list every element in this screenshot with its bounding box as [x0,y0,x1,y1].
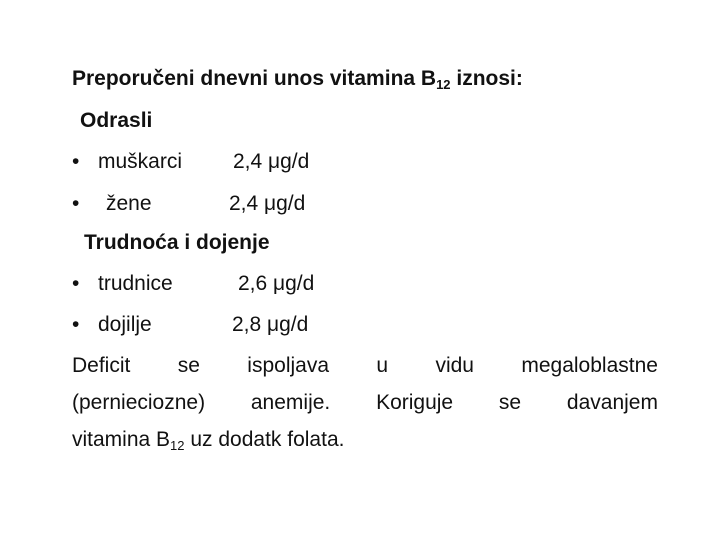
list-item [72,149,372,175]
word: u [376,354,389,377]
word: (pernieciozne) [72,391,206,414]
deficit-line-3 [72,427,344,453]
list-item [72,312,372,338]
word: Deficit [72,354,131,377]
word: Koriguje [376,391,454,414]
item-value: 2,6 μg/d [238,272,315,295]
deficit-line3-pre: vitamina B [72,428,171,451]
item-value: 2,8 μg/d [232,313,309,336]
heading-subscript: 12 [436,77,451,92]
word: anemije. [250,391,331,414]
list-item [72,271,372,297]
heading [72,66,523,92]
deficit-line3-post: uz dodatk folata. [184,428,345,451]
heading-tail: iznosi: [450,67,523,90]
item-label: žene [106,192,152,215]
bullet-icon: • [72,150,80,173]
bullet-icon: • [72,313,80,336]
word: davanjem [566,391,658,414]
word: ispoljava [247,354,330,377]
deficit-line-1 [72,353,658,379]
section-title-trudnoca: Trudnoća i dojenje [84,231,270,254]
heading-text: Preporučeni dnevni unos vitamina B [72,67,437,90]
item-label: trudnice [98,272,173,295]
section-title-odrasli: Odrasli [80,109,153,132]
item-label: dojilje [98,313,152,336]
word: megaloblastne [521,354,658,377]
bullet-icon: • [72,272,80,295]
item-label: muškarci [98,150,183,173]
word: vidu [435,354,474,377]
deficit-line-2 [72,390,658,416]
word: se [498,391,522,414]
item-value: 2,4 μg/d [233,150,310,173]
bullet-icon: • [72,192,80,215]
deficit-subscript: 12 [170,438,185,453]
word: se [177,354,200,377]
list-item [72,191,372,217]
item-value: 2,4 μg/d [229,192,306,215]
